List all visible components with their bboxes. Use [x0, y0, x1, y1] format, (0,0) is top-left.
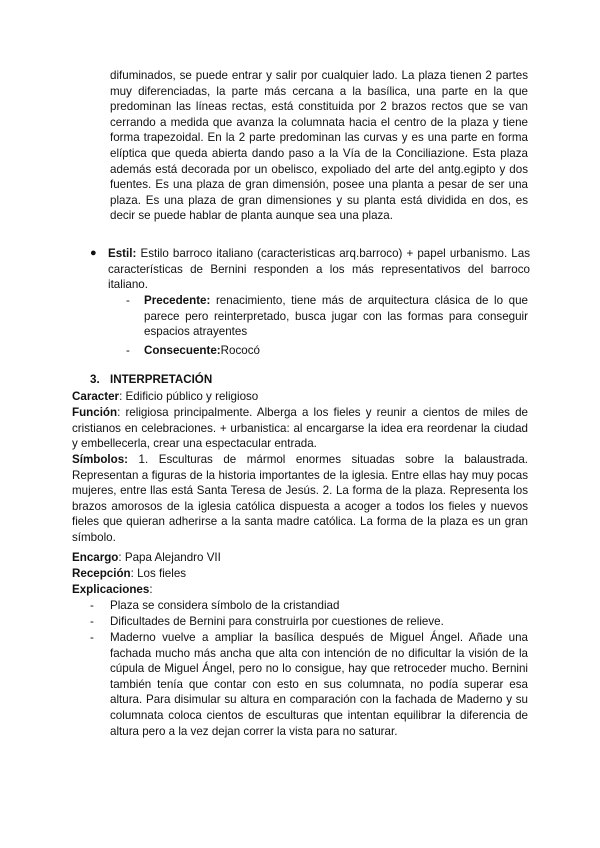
recepcion-text: : Los fieles — [130, 567, 187, 580]
funcion-paragraph — [72, 405, 528, 452]
estilo-text: Estilo barroco italiano (caracteristicas arq.barroco) + papel urbanismo. Las características de Bernini responden a los más representativos del barroco italiano. — [108, 247, 530, 292]
funcion-text: : religiosa principalmente. Alberga a los fieles y reunir a cientos de miles de cristianos en celebraciones. + urbanistica: al encargarse la idea era reordenar la ciudad y embellecerla, crear una espectacular entrada. — [72, 406, 528, 451]
section-heading — [90, 373, 212, 386]
intro-paragraph: difuminados, se puede entrar y salir por cualquier lado. La plaza tienen 2 partes muy diferenciadas, la parte más cercana a la basílica, una parte en la que predominan las líneas rectas, está constituida por 2 brazos rectos que se van cerrando a medida que avanza la columnata hacia el centro de la plaza y tiene forma trapezoidal. En la 2 parte predominan las curvas y es una parte en forma elíptica que queda abierta dando paso a la Vía de la Conciliazione. Esta plaza además está decorada por un obelisco, expoliado del arte del antg.egipto y dos fuentes. Es una plaza de gran dimensión, posee una planta a pesar de ser una plaza. Es una plaza de gran dimensiones y su planta está dividida en dos, es decir se puede hablar de planta aunque sea una plaza. — [110, 69, 528, 223]
explicacion-item — [90, 614, 528, 630]
explicacion-text: Plaza se considera símbolo de la cristandiad — [110, 599, 340, 612]
precedente-label: Precedente: — [144, 294, 211, 307]
dash-marker: - — [126, 344, 130, 357]
estilo-bullet — [90, 246, 530, 293]
caracter-label: Caracter — [72, 390, 120, 403]
explicacion-item — [90, 598, 528, 614]
precedente-text: renacimiento, tiene más de arquitectura clásica de lo que parece pero reinterpretado, busca jugar con las formas para conseguir espacios atrayentes — [144, 294, 528, 339]
dash-marker: - — [90, 631, 94, 644]
consecuente-text: Rococó — [220, 344, 260, 357]
bullet-icon: ● — [90, 247, 97, 259]
caracter-text: : Edificio público y religioso — [119, 390, 259, 403]
dash-marker: - — [126, 294, 130, 307]
explicacion-text: Dificultades de Bernini para construirla por cuestiones de relieve. — [110, 615, 444, 628]
consecuente-item — [126, 343, 528, 359]
simbolos-paragraph — [72, 452, 528, 546]
encargo-line — [72, 550, 528, 566]
explicaciones-label: Explicaciones — [72, 583, 150, 596]
recepcion-line — [72, 566, 528, 582]
encargo-text: : Papa Alejandro VII — [118, 551, 221, 564]
explicaciones-heading — [72, 582, 528, 598]
recepcion-label: Recepción — [72, 567, 131, 580]
simbolos-text: 1. Esculturas de mármol enormes situadas sobre la balaustrada. Representan a figuras de la historia importantes de la iglesia. Entre ellas hay muy pocas mujeres, entre llas está Santa Teresa de Jesús. 2. La forma de la plaza. Representa los brazos amorosos de la iglesia católica dispuesta a acoger a todos los fieles y nuevos fieles que quieran adherirse a la santa madre católica. La forma de la plaza es un gran símbolo. — [72, 453, 528, 544]
dash-marker: - — [90, 615, 94, 628]
estilo-label: Estil: — [108, 247, 137, 260]
explicacion-text: Maderno vuelve a ampliar la basílica después de Miguel Ángel. Añade una fachada mucho más ancha que alta con intención de no dificultar la visión de la cúpula de Miguel Ángel, pero no lo consigue, hay que retroceder mucho. Bernini también tenía que contar con esto en sus columnata, no podía superar esa altura. Para disimular su altura en comparación con la fachada de Maderno y su columnata coloca cientos de esculturas que intentan equilibrar la diferencia de altura pero a la vez dejan correr la vista para no saturar. — [110, 631, 528, 738]
section-title: INTERPRETACIÓN — [110, 373, 213, 386]
simbolos-label: Símbolos: — [72, 453, 129, 466]
precedente-item — [126, 293, 528, 340]
consecuente-label: Consecuente: — [144, 344, 221, 357]
section-number: 3. — [90, 373, 100, 386]
dash-marker: - — [90, 599, 94, 612]
explicaciones-colon: : — [149, 583, 153, 596]
caracter-line — [72, 389, 528, 405]
explicacion-item — [90, 630, 528, 739]
funcion-label: Función — [72, 406, 118, 419]
encargo-label: Encargo — [72, 551, 119, 564]
